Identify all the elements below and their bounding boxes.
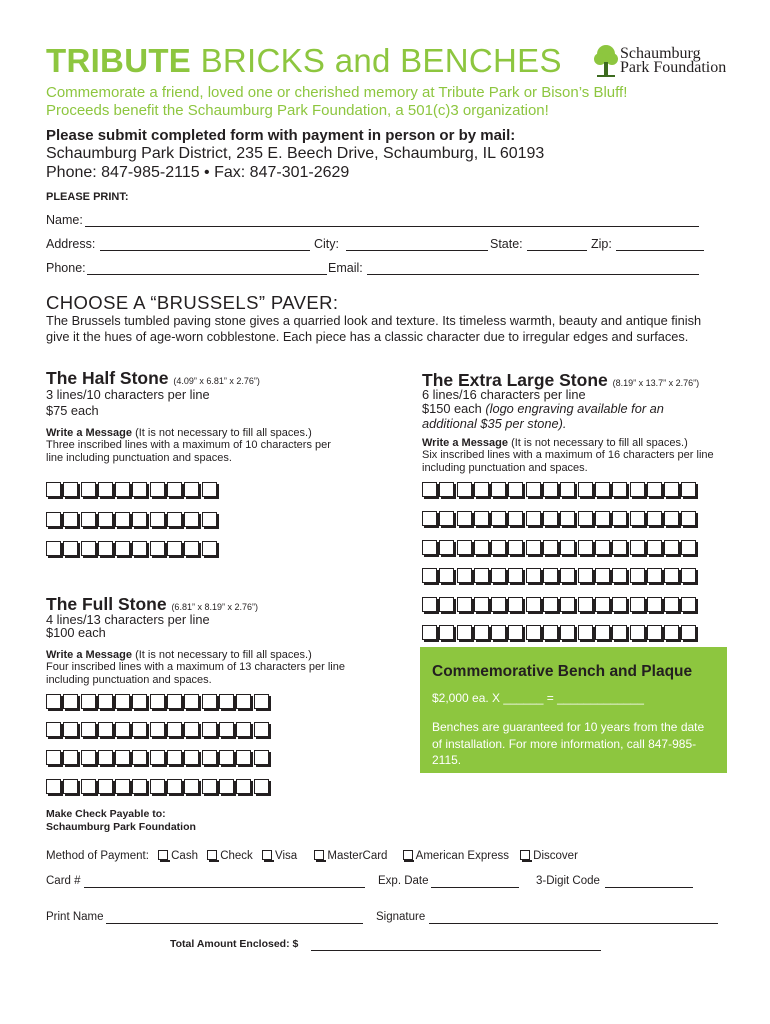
character-box[interactable] xyxy=(474,511,489,526)
character-box[interactable] xyxy=(167,512,182,527)
character-box[interactable] xyxy=(526,511,541,526)
discover-checkbox[interactable] xyxy=(520,850,530,860)
character-box[interactable] xyxy=(150,779,165,794)
cvv-field[interactable] xyxy=(605,887,693,888)
xl-stone-line-4[interactable] xyxy=(422,568,699,583)
bench-price-line[interactable]: $2,000 ea. X ______ = _____________ xyxy=(432,691,644,705)
character-box[interactable] xyxy=(630,482,645,497)
character-box[interactable] xyxy=(46,722,61,737)
half-stone-msg-label xyxy=(46,427,312,440)
character-box[interactable] xyxy=(457,540,472,555)
character-box[interactable] xyxy=(543,597,558,612)
character-box[interactable] xyxy=(647,625,662,640)
full-stone-msg-label xyxy=(46,649,312,662)
character-box[interactable] xyxy=(46,694,61,709)
character-box[interactable] xyxy=(115,482,130,497)
xl-stone-line-5[interactable] xyxy=(422,597,699,612)
phone-label: Phone: xyxy=(46,261,86,275)
mastercard-checkbox[interactable] xyxy=(314,850,324,860)
character-box[interactable] xyxy=(578,597,593,612)
character-box[interactable] xyxy=(132,779,147,794)
xl-stone-lines: 6 lines/16 characters per line xyxy=(422,387,586,402)
payment-method-row xyxy=(46,849,578,862)
card-number-field[interactable] xyxy=(84,887,365,888)
character-box[interactable] xyxy=(526,625,541,640)
submit-instruction: Please submit completed form with payment in person or by mail: xyxy=(46,127,516,144)
xl-stone-line-2[interactable] xyxy=(422,511,699,526)
full-stone-line-1[interactable] xyxy=(46,694,271,709)
character-box[interactable] xyxy=(630,511,645,526)
character-box[interactable] xyxy=(202,694,217,709)
character-box[interactable] xyxy=(63,482,78,497)
character-box[interactable] xyxy=(98,694,113,709)
subtitle-line-1: Commemorate a friend, loved one or cherished memory at Tribute Park or Bison’s Bluff! xyxy=(46,84,628,101)
character-box[interactable] xyxy=(612,625,627,640)
character-box[interactable] xyxy=(647,568,662,583)
character-box[interactable] xyxy=(46,750,61,765)
character-box[interactable] xyxy=(595,540,610,555)
exp-label: Exp. Date xyxy=(378,875,429,887)
character-box[interactable] xyxy=(543,482,558,497)
character-box[interactable] xyxy=(491,597,506,612)
character-box[interactable] xyxy=(81,722,96,737)
character-box[interactable] xyxy=(184,779,199,794)
character-box[interactable] xyxy=(491,625,506,640)
character-box[interactable] xyxy=(508,625,523,640)
character-box[interactable] xyxy=(236,779,251,794)
character-box[interactable] xyxy=(560,625,575,640)
character-box[interactable] xyxy=(681,540,696,555)
character-box[interactable] xyxy=(474,540,489,555)
check-label: Check xyxy=(220,850,253,862)
xl-stone-msg-label xyxy=(422,437,688,450)
character-box[interactable] xyxy=(98,512,113,527)
payable-to xyxy=(46,808,196,833)
character-box[interactable] xyxy=(219,750,234,765)
full-stone-msg-desc: Four inscribed lines with a maximum of 13 characters per line including punctuation and spaces. xyxy=(46,661,345,686)
character-box[interactable] xyxy=(115,722,130,737)
character-box[interactable] xyxy=(664,540,679,555)
half-stone-name: The Half Stone xyxy=(46,368,169,388)
half-stone-line-2[interactable] xyxy=(46,512,219,527)
character-box[interactable] xyxy=(98,482,113,497)
character-box[interactable] xyxy=(439,511,454,526)
character-box[interactable] xyxy=(508,597,523,612)
character-box[interactable] xyxy=(526,597,541,612)
character-box[interactable] xyxy=(63,750,78,765)
visa-checkbox[interactable] xyxy=(262,850,272,860)
character-box[interactable] xyxy=(81,750,96,765)
state-field[interactable] xyxy=(527,250,587,251)
character-box[interactable] xyxy=(578,568,593,583)
character-box[interactable] xyxy=(664,568,679,583)
signature-label: Signature xyxy=(376,911,426,923)
character-box[interactable] xyxy=(63,541,78,556)
character-box[interactable] xyxy=(202,482,217,497)
character-box[interactable] xyxy=(630,568,645,583)
zip-field[interactable] xyxy=(616,250,704,251)
character-box[interactable] xyxy=(578,482,593,497)
character-box[interactable] xyxy=(63,512,78,527)
character-box[interactable] xyxy=(422,511,437,526)
character-box[interactable] xyxy=(63,694,78,709)
character-box[interactable] xyxy=(132,541,147,556)
character-box[interactable] xyxy=(578,625,593,640)
character-box[interactable] xyxy=(150,541,165,556)
character-box[interactable] xyxy=(681,625,696,640)
character-box[interactable] xyxy=(202,722,217,737)
character-box[interactable] xyxy=(508,540,523,555)
address-field[interactable] xyxy=(100,250,310,251)
character-box[interactable] xyxy=(457,511,472,526)
state-label: State: xyxy=(490,237,523,251)
character-box[interactable] xyxy=(681,568,696,583)
character-box[interactable] xyxy=(150,722,165,737)
character-box[interactable] xyxy=(560,482,575,497)
character-box[interactable] xyxy=(98,722,113,737)
character-box[interactable] xyxy=(457,625,472,640)
name-label: Name: xyxy=(46,213,83,227)
character-box[interactable] xyxy=(46,512,61,527)
character-box[interactable] xyxy=(184,722,199,737)
character-box[interactable] xyxy=(508,568,523,583)
city-label: City: xyxy=(314,237,339,251)
character-box[interactable] xyxy=(612,540,627,555)
tree-icon xyxy=(593,44,619,80)
character-box[interactable] xyxy=(457,482,472,497)
full-stone-name: The Full Stone xyxy=(46,594,167,614)
character-box[interactable] xyxy=(630,625,645,640)
character-box[interactable] xyxy=(439,482,454,497)
character-box[interactable] xyxy=(681,482,696,497)
xl-stone-line-1[interactable] xyxy=(422,482,699,497)
character-box[interactable] xyxy=(46,779,61,794)
half-msg-bold: Write a Message xyxy=(46,427,133,439)
xl-stone-name: The Extra Large Stone xyxy=(422,370,608,390)
mastercard-label: MasterCard xyxy=(327,850,388,862)
character-box[interactable] xyxy=(630,540,645,555)
character-box[interactable] xyxy=(422,625,437,640)
character-box[interactable] xyxy=(647,597,662,612)
character-box[interactable] xyxy=(543,625,558,640)
character-box[interactable] xyxy=(474,625,489,640)
xl-msg-bold: Write a Message xyxy=(422,437,509,449)
character-box[interactable] xyxy=(202,779,217,794)
xl-stone-dims: (8.19” x 13.7” x 2.76”) xyxy=(612,378,700,388)
half-stone-line-3[interactable] xyxy=(46,541,219,556)
character-box[interactable] xyxy=(474,568,489,583)
character-box[interactable] xyxy=(647,511,662,526)
full-stone-line-3[interactable] xyxy=(46,750,271,765)
character-box[interactable] xyxy=(81,541,96,556)
mailing-address: Schaumburg Park District, 235 E. Beech Drive, Schaumburg, IL 60193 xyxy=(46,145,545,162)
character-box[interactable] xyxy=(612,482,627,497)
city-field[interactable] xyxy=(346,250,488,251)
character-box[interactable] xyxy=(647,482,662,497)
full-stone-line-2[interactable] xyxy=(46,722,271,737)
character-box[interactable] xyxy=(184,512,199,527)
character-box[interactable] xyxy=(508,482,523,497)
bench-description: Benches are guaranteed for 10 years from the date of installation. For more information, call 847-985-2115. xyxy=(432,720,705,767)
full-msg-bold: Write a Message xyxy=(46,649,133,661)
character-box[interactable] xyxy=(647,540,662,555)
character-box[interactable] xyxy=(474,597,489,612)
character-box[interactable] xyxy=(439,597,454,612)
character-box[interactable] xyxy=(115,750,130,765)
character-box[interactable] xyxy=(115,694,130,709)
please-print-label: PLEASE PRINT: xyxy=(46,191,129,203)
character-box[interactable] xyxy=(46,541,61,556)
character-box[interactable] xyxy=(491,482,506,497)
page-title xyxy=(46,42,562,80)
character-box[interactable] xyxy=(167,750,182,765)
character-box[interactable] xyxy=(560,511,575,526)
character-box[interactable] xyxy=(422,540,437,555)
character-box[interactable] xyxy=(202,541,217,556)
character-box[interactable] xyxy=(664,511,679,526)
character-box[interactable] xyxy=(612,511,627,526)
half-stone-line-1[interactable] xyxy=(46,482,219,497)
character-box[interactable] xyxy=(578,540,593,555)
xl-stone-price-block xyxy=(422,401,722,431)
character-box[interactable] xyxy=(98,541,113,556)
character-box[interactable] xyxy=(254,694,269,709)
character-box[interactable] xyxy=(491,511,506,526)
signature-field[interactable] xyxy=(429,923,718,924)
total-label: Total Amount Enclosed: $ xyxy=(170,938,299,950)
foundation-logo xyxy=(593,44,743,80)
character-box[interactable] xyxy=(132,722,147,737)
character-box[interactable] xyxy=(508,511,523,526)
total-amount-field[interactable] xyxy=(311,950,601,951)
character-box[interactable] xyxy=(167,541,182,556)
phone-field[interactable] xyxy=(87,274,327,275)
paver-description: The Brussels tumbled paving stone gives a quarried look and texture. Its timeless warmth, beauty and antique finish give it the hues of age-worn cobblestone. Each piece has a classic character due to irregular edges and surfaces. xyxy=(46,313,702,344)
address-label: Address: xyxy=(46,237,96,251)
character-box[interactable] xyxy=(63,722,78,737)
full-msg-note: (It is not necessary to fill all spaces.) xyxy=(132,649,312,661)
email-label: Email: xyxy=(328,261,363,275)
character-box[interactable] xyxy=(491,568,506,583)
character-box[interactable] xyxy=(422,568,437,583)
cvv-label: 3-Digit Code xyxy=(536,875,600,887)
character-box[interactable] xyxy=(115,512,130,527)
character-box[interactable] xyxy=(184,750,199,765)
method-label: Method of Payment: xyxy=(46,850,149,862)
character-box[interactable] xyxy=(184,482,199,497)
subtitle-line-2: Proceeds benefit the Schaumburg Park Foundation, a 501(c)3 organization! xyxy=(46,102,549,119)
character-box[interactable] xyxy=(422,482,437,497)
character-box[interactable] xyxy=(219,779,234,794)
character-box[interactable] xyxy=(98,750,113,765)
character-box[interactable] xyxy=(543,540,558,555)
full-stone-lines: 4 lines/13 characters per line xyxy=(46,612,210,627)
logo-line-2: Park Foundation xyxy=(620,59,727,76)
xl-msg-note: (It is not necessary to fill all spaces.) xyxy=(508,437,688,449)
character-box[interactable] xyxy=(81,482,96,497)
character-box[interactable] xyxy=(560,597,575,612)
character-box[interactable] xyxy=(236,694,251,709)
character-box[interactable] xyxy=(184,541,199,556)
character-box[interactable] xyxy=(81,779,96,794)
character-box[interactable] xyxy=(422,597,437,612)
bench-title: Commemorative Bench and Plaque xyxy=(432,663,693,680)
card-label: Card # xyxy=(46,875,81,887)
discover-label: Discover xyxy=(533,850,578,862)
character-box[interactable] xyxy=(150,750,165,765)
cash-label: Cash xyxy=(171,850,198,862)
amex-label: American Express xyxy=(415,850,509,862)
logo-line-1: Schaumburg xyxy=(620,45,701,62)
character-box[interactable] xyxy=(664,625,679,640)
full-stone-dims: (6.81” x 8.19” x 2.76”) xyxy=(171,602,258,612)
half-stone-dims: (4.09” x 6.81” x 2.76”) xyxy=(173,376,260,386)
bench-panel xyxy=(420,647,727,773)
character-box[interactable] xyxy=(630,597,645,612)
character-box[interactable] xyxy=(254,750,269,765)
character-box[interactable] xyxy=(526,540,541,555)
half-stone-lines: 3 lines/10 characters per line xyxy=(46,387,210,402)
character-box[interactable] xyxy=(167,722,182,737)
name-field[interactable] xyxy=(85,226,699,227)
character-box[interactable] xyxy=(81,512,96,527)
exp-date-field[interactable] xyxy=(431,887,519,888)
full-stone-price: $100 each xyxy=(46,625,106,640)
character-box[interactable] xyxy=(612,597,627,612)
print-name-field[interactable] xyxy=(106,923,363,924)
character-box[interactable] xyxy=(63,779,78,794)
character-box[interactable] xyxy=(664,597,679,612)
character-box[interactable] xyxy=(681,511,696,526)
character-box[interactable] xyxy=(132,482,147,497)
character-box[interactable] xyxy=(167,482,182,497)
character-box[interactable] xyxy=(132,750,147,765)
character-box[interactable] xyxy=(612,568,627,583)
character-box[interactable] xyxy=(81,694,96,709)
paver-heading: CHOOSE A “BRUSSELS” PAVER: xyxy=(46,292,339,313)
payable-line-1: Make Check Payable to: xyxy=(46,808,166,820)
character-box[interactable] xyxy=(526,482,541,497)
character-box[interactable] xyxy=(167,694,182,709)
character-box[interactable] xyxy=(150,512,165,527)
character-box[interactable] xyxy=(595,568,610,583)
half-stone-price: $75 each xyxy=(46,403,99,418)
print-name-label: Print Name xyxy=(46,911,104,923)
character-box[interactable] xyxy=(236,722,251,737)
character-box[interactable] xyxy=(491,540,506,555)
zip-label: Zip: xyxy=(591,237,612,251)
character-box[interactable] xyxy=(664,482,679,497)
character-box[interactable] xyxy=(132,694,147,709)
full-stone-line-4[interactable] xyxy=(46,779,271,794)
character-box[interactable] xyxy=(543,511,558,526)
payable-line-2: Schaumburg Park Foundation xyxy=(46,820,196,833)
xl-stone-msg-desc: Six inscribed lines with a maximum of 16 characters per line including punctuation and spaces. xyxy=(422,449,714,474)
character-box[interactable] xyxy=(439,568,454,583)
character-box[interactable] xyxy=(46,482,61,497)
xl-stone-price: $150 each xyxy=(422,401,482,416)
xl-stone-line-6[interactable] xyxy=(422,625,699,640)
character-box[interactable] xyxy=(202,750,217,765)
amex-checkbox[interactable] xyxy=(403,850,413,860)
check-checkbox[interactable] xyxy=(207,850,217,860)
character-box[interactable] xyxy=(219,694,234,709)
character-box[interactable] xyxy=(474,482,489,497)
cash-checkbox[interactable] xyxy=(158,850,168,860)
character-box[interactable] xyxy=(457,568,472,583)
character-box[interactable] xyxy=(578,511,593,526)
character-box[interactable] xyxy=(236,750,251,765)
title-rest: BRICKS and BENCHES xyxy=(200,42,562,79)
half-msg-note: (It is not necessary to fill all spaces.) xyxy=(132,427,312,439)
character-box[interactable] xyxy=(219,722,234,737)
xl-stone-line-3[interactable] xyxy=(422,540,699,555)
character-box[interactable] xyxy=(457,597,472,612)
title-bold: TRIBUTE xyxy=(46,42,192,79)
character-box[interactable] xyxy=(560,568,575,583)
character-box[interactable] xyxy=(526,568,541,583)
visa-label: Visa xyxy=(275,850,298,862)
character-box[interactable] xyxy=(543,568,558,583)
character-box[interactable] xyxy=(681,597,696,612)
character-box[interactable] xyxy=(115,779,130,794)
character-box[interactable] xyxy=(184,694,199,709)
character-box[interactable] xyxy=(115,541,130,556)
character-box[interactable] xyxy=(595,625,610,640)
character-box[interactable] xyxy=(98,779,113,794)
character-box[interactable] xyxy=(132,512,147,527)
character-box[interactable] xyxy=(150,694,165,709)
email-field[interactable] xyxy=(367,274,699,275)
character-box[interactable] xyxy=(560,540,575,555)
character-box[interactable] xyxy=(595,597,610,612)
character-box[interactable] xyxy=(167,779,182,794)
character-box[interactable] xyxy=(202,512,217,527)
character-box[interactable] xyxy=(439,625,454,640)
xl-stone-price-note: (logo engraving available for an additional $35 per stone). xyxy=(422,401,664,431)
character-box[interactable] xyxy=(254,722,269,737)
phone-fax: Phone: 847-985-2115 • Fax: 847-301-2629 xyxy=(46,164,350,181)
character-box[interactable] xyxy=(439,540,454,555)
character-box[interactable] xyxy=(595,511,610,526)
character-box[interactable] xyxy=(254,779,269,794)
character-box[interactable] xyxy=(595,482,610,497)
half-stone-msg-desc: Three inscribed lines with a maximum of 10 characters per line including punctuation and spaces. xyxy=(46,439,331,464)
character-box[interactable] xyxy=(150,482,165,497)
half-stone-heading xyxy=(46,368,260,389)
